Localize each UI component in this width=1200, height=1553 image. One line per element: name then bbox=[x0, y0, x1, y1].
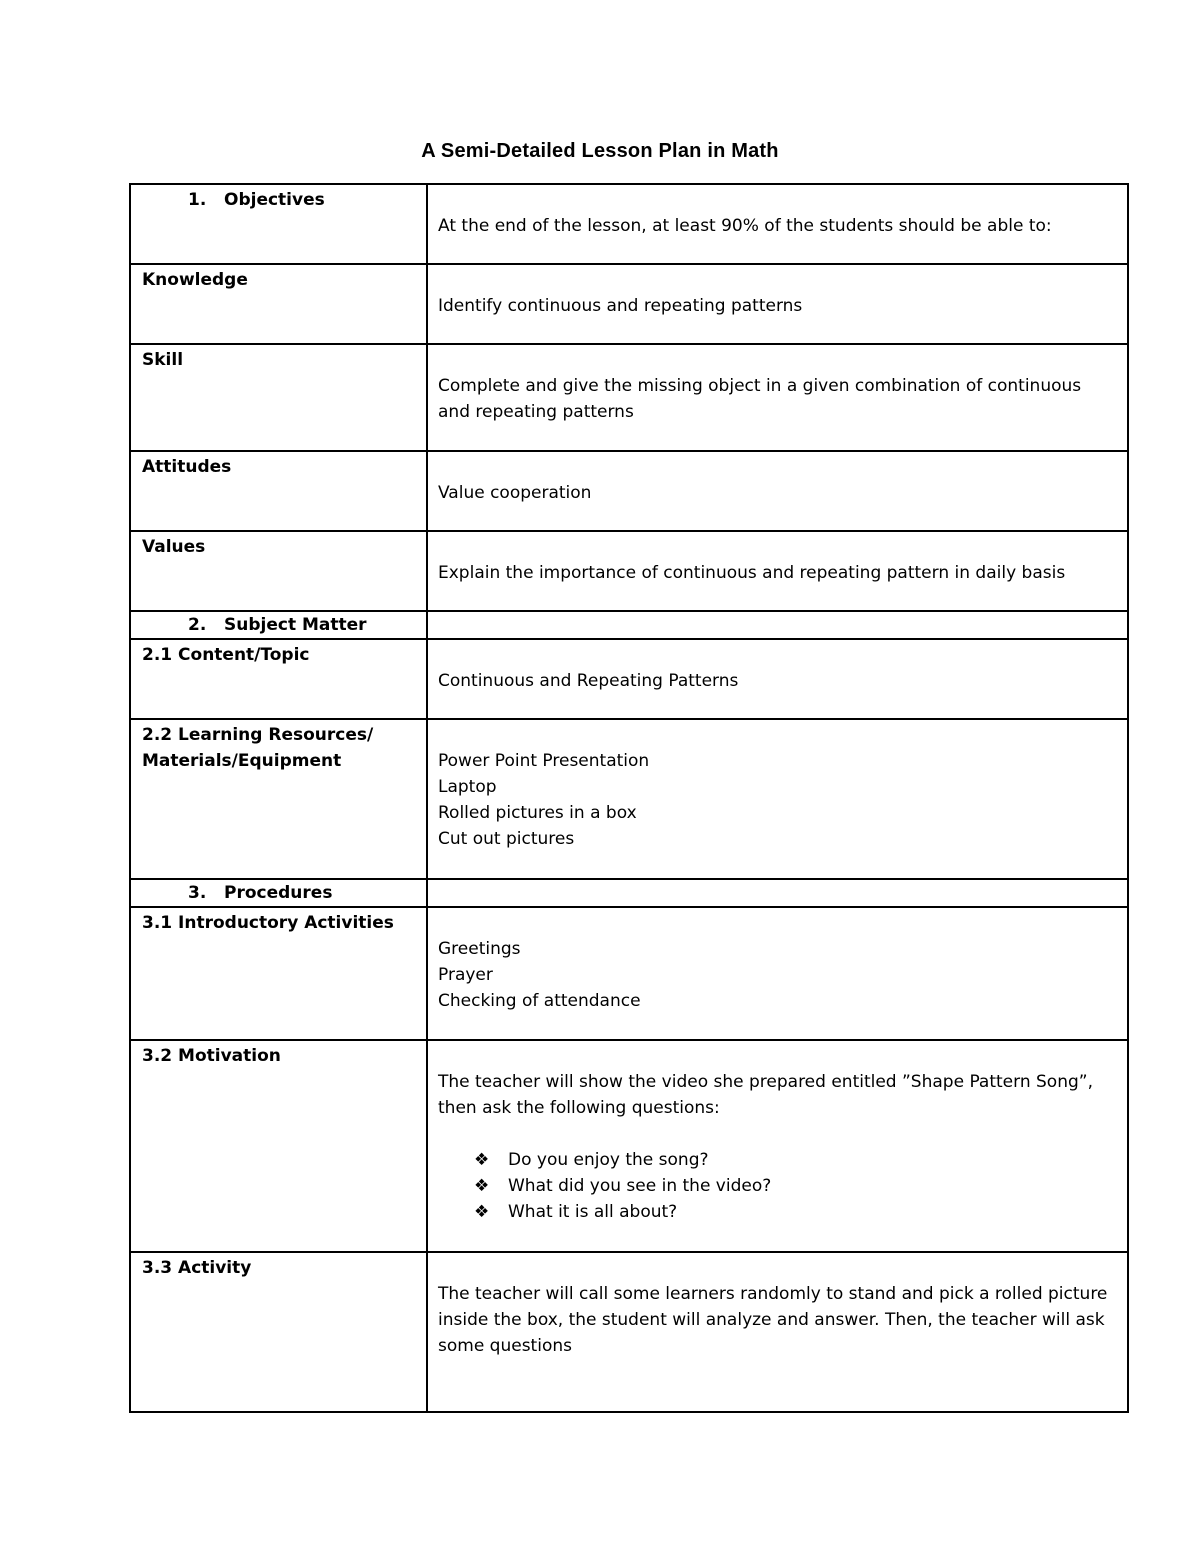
motivation-questions bbox=[438, 1147, 1117, 1225]
activity-row bbox=[130, 1252, 1128, 1412]
diamond-bullet-icon: ❖ bbox=[474, 1202, 490, 1222]
procedures-label-cell bbox=[130, 879, 427, 907]
motivation-row bbox=[130, 1040, 1128, 1252]
resources-row bbox=[130, 719, 1128, 879]
document-title: A Semi-Detailed Lesson Plan in Math bbox=[421, 140, 779, 162]
skill-row bbox=[130, 344, 1128, 451]
content-topic-text: Continuous and Repeating Patterns bbox=[438, 671, 739, 691]
objectives-text: At the end of the lesson, at least 90% of the students should be able to: bbox=[438, 216, 1052, 236]
activity-value-cell bbox=[427, 1252, 1128, 1412]
objectives-label-cell bbox=[130, 184, 427, 264]
objectives-value-cell bbox=[427, 184, 1128, 264]
content-topic-label-cell bbox=[130, 639, 427, 719]
motivation-label: 3.2 Motivation bbox=[142, 1046, 281, 1066]
subject-matter-number: 2. bbox=[188, 615, 207, 635]
resources-label-line2: Materials/Equipment bbox=[142, 751, 342, 771]
introductory-value-cell bbox=[427, 907, 1128, 1040]
content-topic-value-cell bbox=[427, 639, 1128, 719]
resource-item: Rolled pictures in a box bbox=[438, 803, 637, 823]
resource-item: Cut out pictures bbox=[438, 829, 575, 849]
subject-matter-value-cell bbox=[427, 611, 1128, 639]
question-text: What it is all about? bbox=[508, 1202, 678, 1222]
skill-text: Complete and give the missing object in a given combination of continuous and repeating patterns bbox=[438, 376, 1082, 422]
values-row bbox=[130, 531, 1128, 611]
attitudes-row bbox=[130, 451, 1128, 531]
introductory-row bbox=[130, 907, 1128, 1040]
diamond-bullet-icon: ❖ bbox=[474, 1176, 490, 1196]
activity-label: 3.3 Activity bbox=[142, 1258, 252, 1278]
introductory-item: Checking of attendance bbox=[438, 991, 641, 1011]
introductory-item: Greetings bbox=[438, 939, 521, 959]
resources-label-cell bbox=[130, 719, 427, 879]
motivation-text-line1: The teacher will show the video she prepared entitled ”Shape Pattern Song”, bbox=[438, 1072, 1093, 1092]
content-topic-label: 2.1 Content/Topic bbox=[142, 645, 310, 665]
knowledge-label-cell bbox=[130, 264, 427, 344]
values-value-cell bbox=[427, 531, 1128, 611]
introductory-item: Prayer bbox=[438, 965, 493, 985]
knowledge-value-cell bbox=[427, 264, 1128, 344]
question-text: Do you enjoy the song? bbox=[508, 1150, 709, 1170]
values-text: Explain the importance of continuous and repeating pattern in daily basis bbox=[438, 563, 1066, 583]
values-label-cell bbox=[130, 531, 427, 611]
introductory-label-cell bbox=[130, 907, 427, 1040]
procedures-value-cell bbox=[427, 879, 1128, 907]
procedures-row bbox=[130, 879, 1128, 907]
question-text: What did you see in the video? bbox=[508, 1176, 772, 1196]
question-item bbox=[474, 1173, 1117, 1199]
values-label: Values bbox=[142, 537, 206, 557]
attitudes-label: Attitudes bbox=[142, 457, 232, 477]
motivation-label-cell bbox=[130, 1040, 427, 1252]
attitudes-value-cell bbox=[427, 451, 1128, 531]
skill-value-cell bbox=[427, 344, 1128, 451]
activity-label-cell bbox=[130, 1252, 427, 1412]
question-item bbox=[474, 1147, 1117, 1173]
subject-matter-label-cell bbox=[130, 611, 427, 639]
lesson-plan-table bbox=[129, 183, 1129, 1413]
resources-label-line1: 2.2 Learning Resources/ bbox=[142, 725, 374, 745]
question-item bbox=[474, 1199, 1117, 1225]
attitudes-text: Value cooperation bbox=[438, 483, 592, 503]
diamond-bullet-icon: ❖ bbox=[474, 1150, 490, 1170]
skill-label: Skill bbox=[142, 350, 184, 370]
skill-label-cell bbox=[130, 344, 427, 451]
attitudes-label-cell bbox=[130, 451, 427, 531]
content-topic-row bbox=[130, 639, 1128, 719]
resource-item: Power Point Presentation bbox=[438, 751, 650, 771]
knowledge-text: Identify continuous and repeating patterns bbox=[438, 296, 803, 316]
motivation-text-line2: then ask the following questions: bbox=[438, 1098, 720, 1118]
subject-matter-row bbox=[130, 611, 1128, 639]
knowledge-row bbox=[130, 264, 1128, 344]
knowledge-label: Knowledge bbox=[142, 270, 248, 290]
motivation-value-cell bbox=[427, 1040, 1128, 1252]
subject-matter-label: Subject Matter bbox=[224, 615, 367, 635]
objectives-row bbox=[130, 184, 1128, 264]
procedures-number: 3. bbox=[188, 883, 207, 903]
resource-item: Laptop bbox=[438, 777, 497, 797]
resources-value-cell bbox=[427, 719, 1128, 879]
objectives-number: 1. bbox=[188, 190, 207, 210]
objectives-label: Objectives bbox=[224, 190, 325, 210]
procedures-label: Procedures bbox=[224, 883, 333, 903]
activity-text: The teacher will call some learners randomly to stand and pick a rolled picture inside the box, the student will analyze and answer. Then, the teacher will ask some questions bbox=[438, 1284, 1108, 1356]
introductory-label: 3.1 Introductory Activities bbox=[142, 913, 394, 933]
